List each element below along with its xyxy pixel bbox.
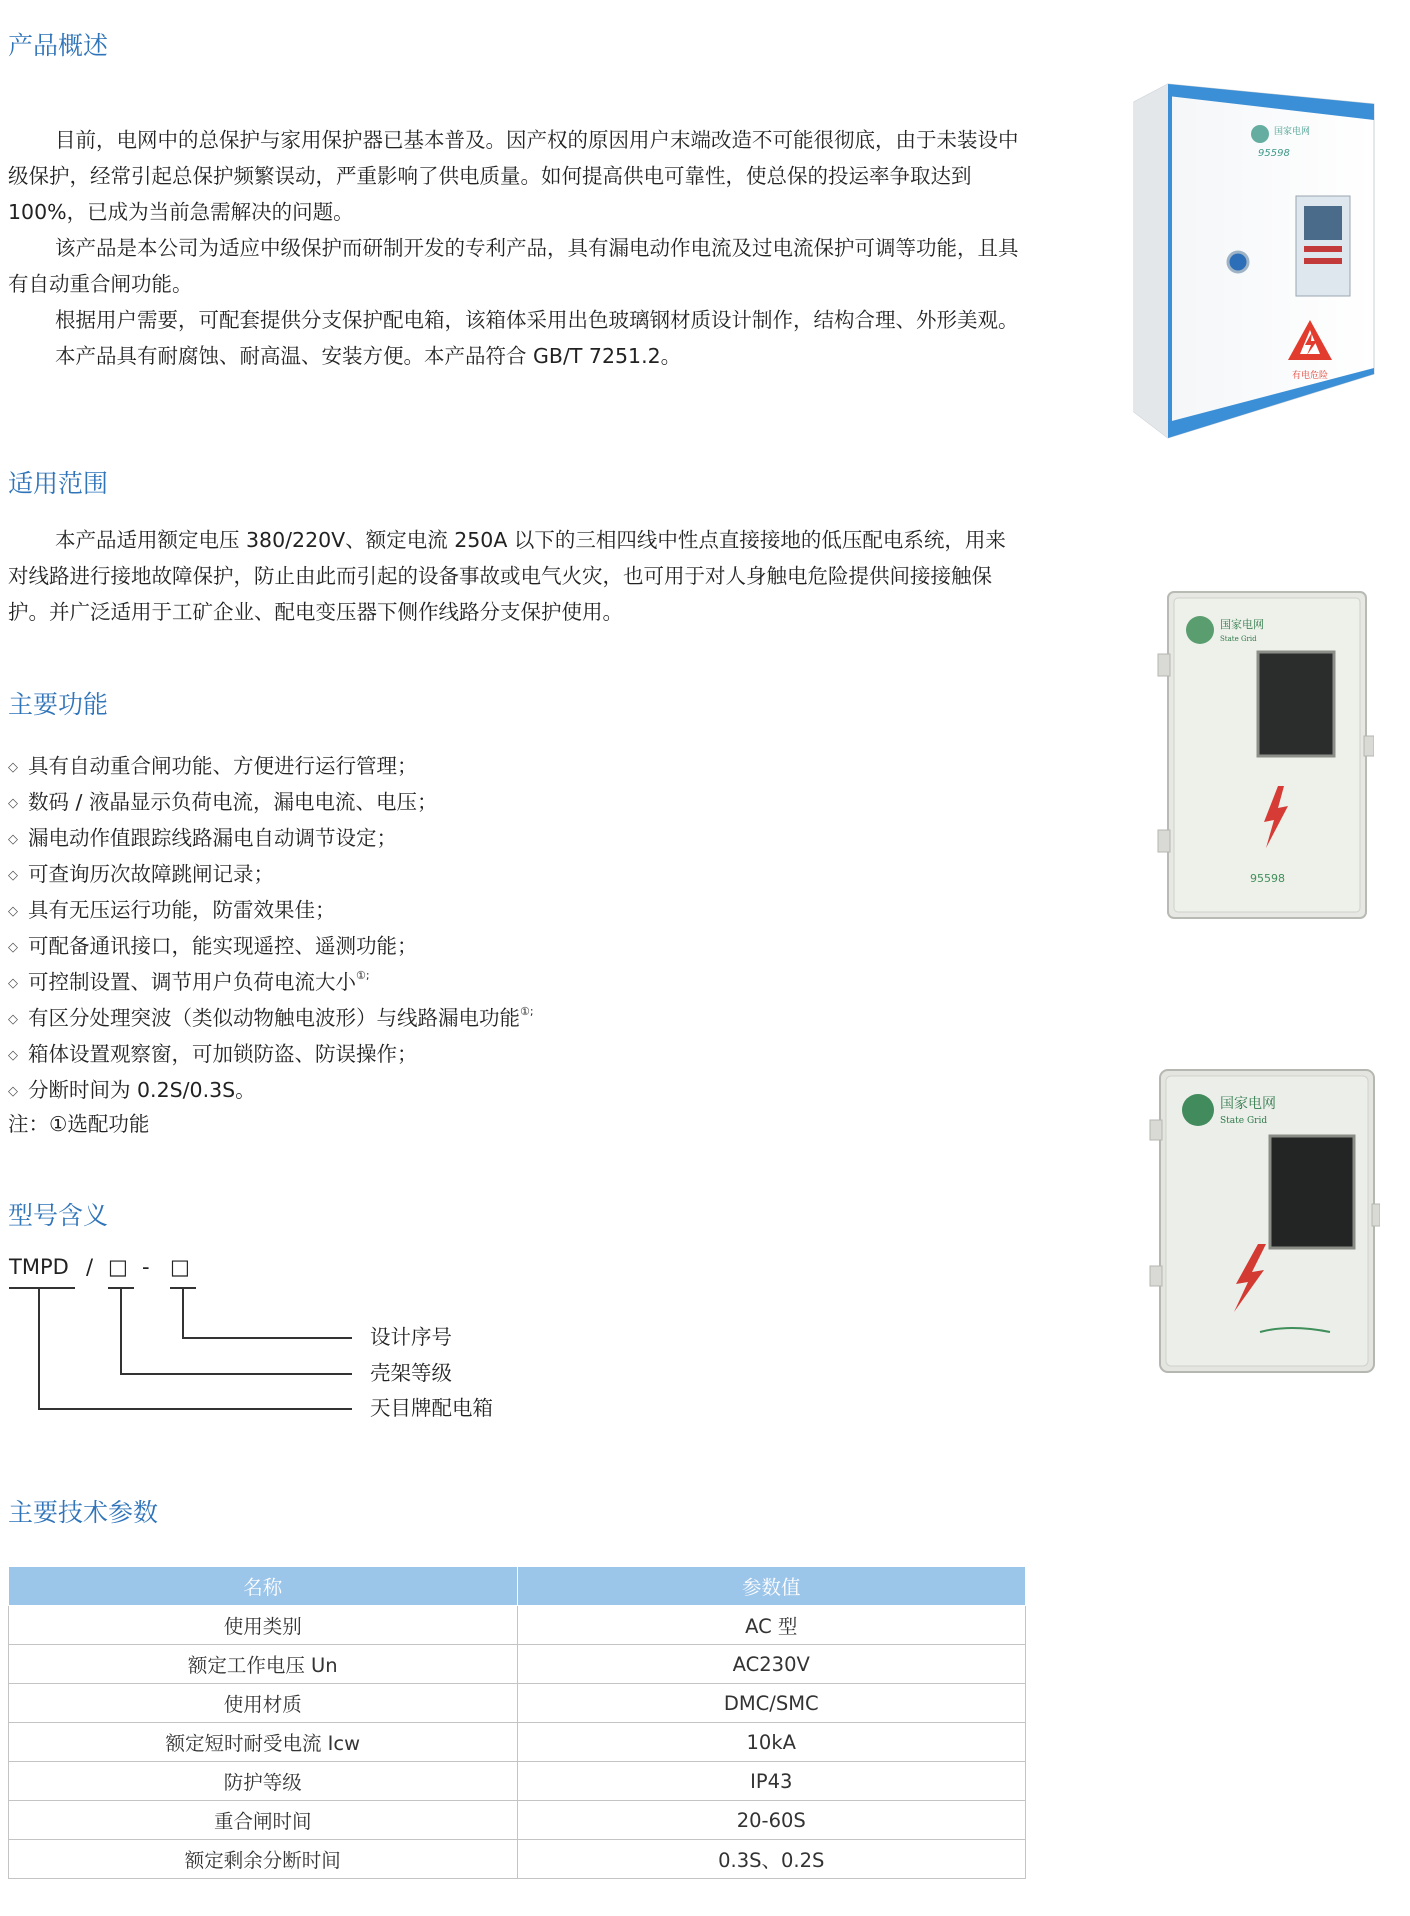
connector-line <box>120 1287 122 1374</box>
connector-line <box>38 1287 40 1409</box>
hotline-text: 95598 <box>1258 148 1290 159</box>
model-box-2: □ <box>170 1255 190 1279</box>
product-image-distribution-box-2 <box>1150 586 1374 926</box>
table-row <box>9 1801 1026 1840</box>
function-list <box>8 742 1024 1102</box>
list-item: ◇ 可配备通讯接口，能实现遥控、遥测功能； <box>8 934 418 958</box>
brand-en-text: State Grid <box>1220 1116 1268 1126</box>
table-row <box>9 1762 1026 1801</box>
overview-paragraph: 根据用户需要，可配套提供分支保护配电箱，该箱体采用出色玻璃钢材质设计制作，结构合理、外形美观。 <box>55 308 1019 332</box>
model-label: 壳架等级 <box>370 1361 452 1385</box>
table-row <box>9 1723 1026 1762</box>
model-box-1: □ <box>108 1255 128 1279</box>
list-item: ◇ 具有无压运行功能，防雷效果佳； <box>8 898 336 922</box>
overview-title: 产品概述 <box>8 31 109 60</box>
logo-icon <box>1186 616 1214 644</box>
connector-line <box>120 1373 352 1375</box>
underline <box>9 1287 75 1289</box>
table-cell: IP43 <box>517 1762 1026 1801</box>
list-item: ◇ 有区分处理突波（类似动物触电波形）与线路漏电功能①; <box>8 1005 534 1030</box>
model-label: 设计序号 <box>370 1325 452 1349</box>
table-row <box>9 1645 1026 1684</box>
model-dash: - <box>142 1255 150 1279</box>
overview-paragraph: 该产品是本公司为适应中级保护而研制开发的专利产品，具有漏电动作电流及过电流保护可调等功能，且具有自动重合闸功能。 <box>8 236 1019 296</box>
brand-text: 国家电网 <box>1220 1096 1276 1112</box>
product-image-distribution-box-3 <box>1140 1066 1380 1378</box>
model-title: 型号含义 <box>8 1201 109 1230</box>
params-title: 主要技术参数 <box>8 1498 159 1527</box>
table-cell: 使用材质 <box>9 1684 518 1723</box>
table-header: 名称 <box>9 1567 518 1606</box>
warning-text: 有电危险 <box>1292 371 1329 381</box>
scope-paragraph: 本产品适用额定电压 380/220V、额定电流 250A 以下的三相四线中性点直接接地的低压配电系统，用来对线路进行接地故障保护，防止由此而引起的设备事故或电气火灾，也可用于对人身触电危险提供间接接触保护。并广泛适用于工矿企业、配电变压器下侧作线路分支保护使用。 <box>8 528 1006 624</box>
brand-en-text: State Grid <box>1220 635 1257 643</box>
overview-paragraph: 目前，电网中的总保护与家用保护器已基本普及。因产权的原因用户末端改造不可能很彻底，由于未装设中级保护，经常引起总保护频繁误动，严重影响了供电质量。如何提高供电可靠性，使总保的投运率争取达到 100%，已成为当前急需解决的问题。 <box>8 128 1019 224</box>
list-item: ◇ 具有自动重合闸功能、方便进行运行管理； <box>8 754 418 778</box>
table-cell: 重合闸时间 <box>9 1801 518 1840</box>
hotline-text: 95598 <box>1250 872 1285 885</box>
connector-line <box>38 1408 352 1410</box>
brand-text: 国家电网 <box>1220 618 1264 631</box>
lock-icon <box>1228 252 1248 272</box>
table-cell: 防护等级 <box>9 1762 518 1801</box>
table-cell: AC 型 <box>517 1606 1026 1645</box>
table-cell: 额定剩余分断时间 <box>9 1840 518 1879</box>
table-cell: 使用类别 <box>9 1606 518 1645</box>
table-cell: 20-60S <box>517 1801 1026 1840</box>
model-label: 天目牌配电箱 <box>370 1396 493 1420</box>
table-row <box>9 1684 1026 1723</box>
overview-text <box>8 122 1024 374</box>
model-prefix: TMPD <box>9 1255 69 1279</box>
list-item: ◇ 数码 / 液晶显示负荷电流，漏电电流、电压； <box>8 790 438 814</box>
table-cell: AC230V <box>517 1645 1026 1684</box>
table-cell: 10kA <box>517 1723 1026 1762</box>
scope-text <box>8 522 1024 630</box>
list-item: ◇ 箱体设置观察窗，可加锁防盗、防误操作； <box>8 1042 418 1066</box>
table-row <box>9 1606 1026 1645</box>
params-table <box>8 1566 1026 1879</box>
logo-icon <box>1182 1094 1214 1126</box>
functions-note: 注：①选配功能 <box>8 1112 150 1136</box>
functions-title: 主要功能 <box>8 690 109 719</box>
meter-window <box>1258 652 1334 756</box>
table-row <box>9 1840 1026 1879</box>
overview-paragraph: 本产品具有耐腐蚀、耐高温、安装方便。本产品符合 GB/T 7251.2。 <box>55 344 682 368</box>
logo-icon <box>1251 125 1269 143</box>
list-item: ◇ 可控制设置、调节用户负荷电流大小①; <box>8 969 370 994</box>
list-item: ◇ 分断时间为 0.2S/0.3S。 <box>8 1078 256 1102</box>
table-cell: 0.3S、0.2S <box>517 1840 1026 1879</box>
list-item: ◇ 可查询历次故障跳闸记录； <box>8 862 274 886</box>
model-slash: / <box>86 1255 94 1279</box>
table-header-row <box>9 1567 1026 1606</box>
table-cell: 额定工作电压 Un <box>9 1645 518 1684</box>
brand-text: 国家电网 <box>1274 127 1311 137</box>
model-diagram <box>0 1252 600 1432</box>
connector-line <box>182 1337 352 1339</box>
meter-window <box>1270 1136 1354 1248</box>
connector-line <box>182 1287 184 1338</box>
table-cell: DMC/SMC <box>517 1684 1026 1723</box>
list-item: ◇ 漏电动作值跟踪线路漏电自动调节设定； <box>8 826 397 850</box>
table-cell: 额定短时耐受电流 Icw <box>9 1723 518 1762</box>
product-image-distribution-box-1 <box>1128 82 1378 442</box>
scope-title: 适用范围 <box>8 469 109 498</box>
table-header: 参数值 <box>517 1567 1026 1606</box>
